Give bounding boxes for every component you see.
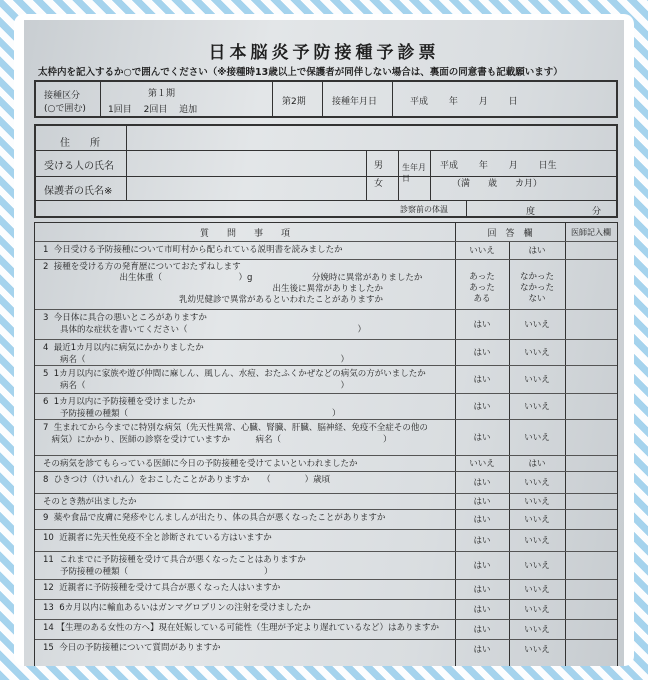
question-text: 3 今日体に具合の悪いところがありますか 具体的な症状を書いてください（ ） (43, 313, 367, 335)
answer-option-2[interactable]: いいえ (524, 514, 550, 525)
doctor-header: 医師記入欄 (571, 227, 611, 237)
answer-option-2[interactable]: いいえ (524, 496, 550, 507)
question-row (35, 471, 617, 494)
answer-header: 回 答 欄 (487, 228, 533, 239)
sex-male[interactable]: 男 (374, 161, 384, 171)
category-row (34, 80, 618, 118)
question-row (35, 529, 617, 552)
answer-option-1[interactable]: はい (473, 535, 491, 546)
question-row (35, 493, 617, 510)
answer-option-1[interactable]: いいえ (469, 245, 495, 256)
instruction-note: 太枠内を記入するか○で囲んでください（※接種時13歳以上で保護者が同伴しない場合は、裏面の同意書も記載願います） (38, 67, 563, 78)
question-text: 15 今日の予防接種について質問がありますか (43, 643, 221, 653)
question-text: 14 【生理のある女性の方へ】現在妊娠している可能性（生理が予定より遅れているなど）はありますか (43, 623, 440, 633)
answer-option-2[interactable]: いいえ (524, 374, 550, 385)
question-table (34, 222, 618, 666)
question-row (35, 599, 617, 620)
answer-option-2[interactable]: いいえ (524, 560, 550, 571)
question-text: 11 これまでに予防接種を受けて具合が悪くなったことはありますか 予防接種の種類（ ） (43, 555, 306, 577)
guardian-name-label: 保護者の氏名※ (44, 186, 113, 197)
answer-option-2[interactable]: いいえ (524, 401, 550, 412)
address-label: 住 所 (60, 138, 100, 149)
answer-option-2[interactable]: いいえ (524, 432, 550, 443)
answer-option-2[interactable]: いいえ (524, 604, 550, 615)
date-label: 接種年月日 (332, 97, 378, 107)
answer-option-1[interactable]: はい (473, 432, 491, 443)
info-block (34, 124, 618, 218)
answer-option-2[interactable]: いいえ (524, 644, 550, 655)
question-text: その病気を診てもらっている医師に今日の予防接種を受けてよいといわれましたか (43, 459, 358, 469)
temperature-minute[interactable]: 分 (592, 207, 602, 217)
answer-option-2[interactable]: いいえ (524, 477, 550, 488)
answer-option-2[interactable]: いいえ (524, 584, 550, 595)
question-row (35, 551, 617, 580)
answer-option-2[interactable]: はい (528, 458, 546, 469)
question-text: そのとき熱が出ましたか (43, 497, 137, 507)
answer-option-2[interactable]: いいえ (524, 319, 550, 330)
form-title: 日本脳炎予防接種予診票 (208, 43, 440, 63)
question-row (35, 365, 617, 394)
question-row (35, 259, 617, 310)
question-row (35, 509, 617, 530)
birth-label: 生年月日 (402, 163, 426, 183)
question-text: 2 接種を受ける方の発育歴についておたずねします 出生体重（ ）g 分娩時に異常がありましたか 出生後に異常がありましたか 乳幼児健診で異常があるといわれたことがありますか (43, 262, 423, 305)
answer-option-1[interactable]: はい (473, 496, 491, 507)
question-row (35, 241, 617, 260)
period2-label[interactable]: 第2期 (282, 97, 306, 107)
question-text: 7 生まれてから今までに特別な病気（先天性異常、心臓、腎臓、肝臓、脳神経、免疫不全症その他の 病気）にかかり、医師の診察を受けていますか 病名（ ） (43, 423, 428, 445)
questionnaire-sheet (24, 20, 624, 666)
question-row (35, 339, 617, 366)
answer-option-1[interactable]: はい (473, 560, 491, 571)
question-row (35, 393, 617, 420)
answer-option-1[interactable]: はい (473, 624, 491, 635)
period1-options[interactable]: 1回目 2回目 追加 (108, 105, 198, 115)
question-row (35, 455, 617, 472)
temperature-label: 診察前の体温 (400, 205, 448, 214)
answer-option-1[interactable]: はい (473, 584, 491, 595)
question-text: 5 1カ月以内に家族や遊び仲間に麻しん、風しん、水痘、おたふくかぜなどの病気の方がいましたか 病名（ ） (43, 369, 426, 391)
answer-option-1[interactable]: はい (473, 401, 491, 412)
question-text: 10 近親者に先天性免疫不全と診断されている方はいますか (43, 533, 272, 543)
question-text: 4 最近1カ月以内に病気にかかりましたか 病名（ ） (43, 343, 350, 365)
age-field[interactable]: （満 歳 カ月） (452, 179, 543, 189)
question-row (35, 309, 617, 340)
answer-option-1[interactable]: はい (473, 644, 491, 655)
temperature-degree[interactable]: 度 (526, 207, 536, 217)
answer-option-1[interactable]: はい (473, 374, 491, 385)
answer-option-2[interactable]: いいえ (524, 624, 550, 635)
answer-option-1[interactable]: いいえ (469, 458, 495, 469)
answer-option-1[interactable]: はい (473, 514, 491, 525)
answer-option-1[interactable]: はい (473, 319, 491, 330)
question-row (35, 639, 617, 660)
question-text: 1 今日受ける予防接種について市町村から配られている説明書を読みましたか (43, 245, 343, 255)
photo-frame (14, 14, 634, 666)
date-field[interactable]: 平成 年 月 日 (410, 97, 518, 107)
category-sublabel: (○で囲む) (44, 104, 86, 114)
birth-date-field[interactable]: 平成 年 月 日生 (440, 161, 557, 171)
recipient-name-label: 受ける人の氏名 (44, 161, 114, 172)
period1-label: 第１期 (148, 89, 176, 99)
answer-option-1[interactable]: はい (473, 604, 491, 615)
question-text: 12 近親者に予防接種を受けて具合が悪くなった人はいますか (43, 583, 281, 593)
answer-option-1[interactable]: あった あった ある (469, 272, 495, 304)
question-text: 9 薬や食品で皮膚に発疹やじんましんが出たり、体の具合が悪くなったことがありますか (43, 513, 386, 523)
question-text: 6 1カ月以内に予防接種を受けましたか 予防接種の種類（ ） (43, 397, 341, 419)
category-label: 接種区分 (44, 91, 81, 101)
question-text: 8 ひきつけ（けいれん）をおこしたことがありますか （ ）歳頃 (43, 475, 331, 485)
question-row (35, 619, 617, 640)
question-header: 質 問 事 項 (199, 228, 290, 239)
answer-option-2[interactable]: いいえ (524, 347, 550, 358)
question-text: 13 6カ月以内に輸血あるいはガンマグロブリンの注射を受けましたか (43, 603, 311, 613)
question-row (35, 419, 617, 456)
answer-option-2[interactable]: いいえ (524, 535, 550, 546)
answer-option-1[interactable]: はい (473, 477, 491, 488)
answer-option-2[interactable]: なかった なかった ない (519, 272, 554, 304)
answer-option-2[interactable]: はい (528, 245, 546, 256)
sex-female[interactable]: 女 (374, 179, 384, 189)
question-row (35, 579, 617, 600)
answer-option-1[interactable]: はい (473, 347, 491, 358)
